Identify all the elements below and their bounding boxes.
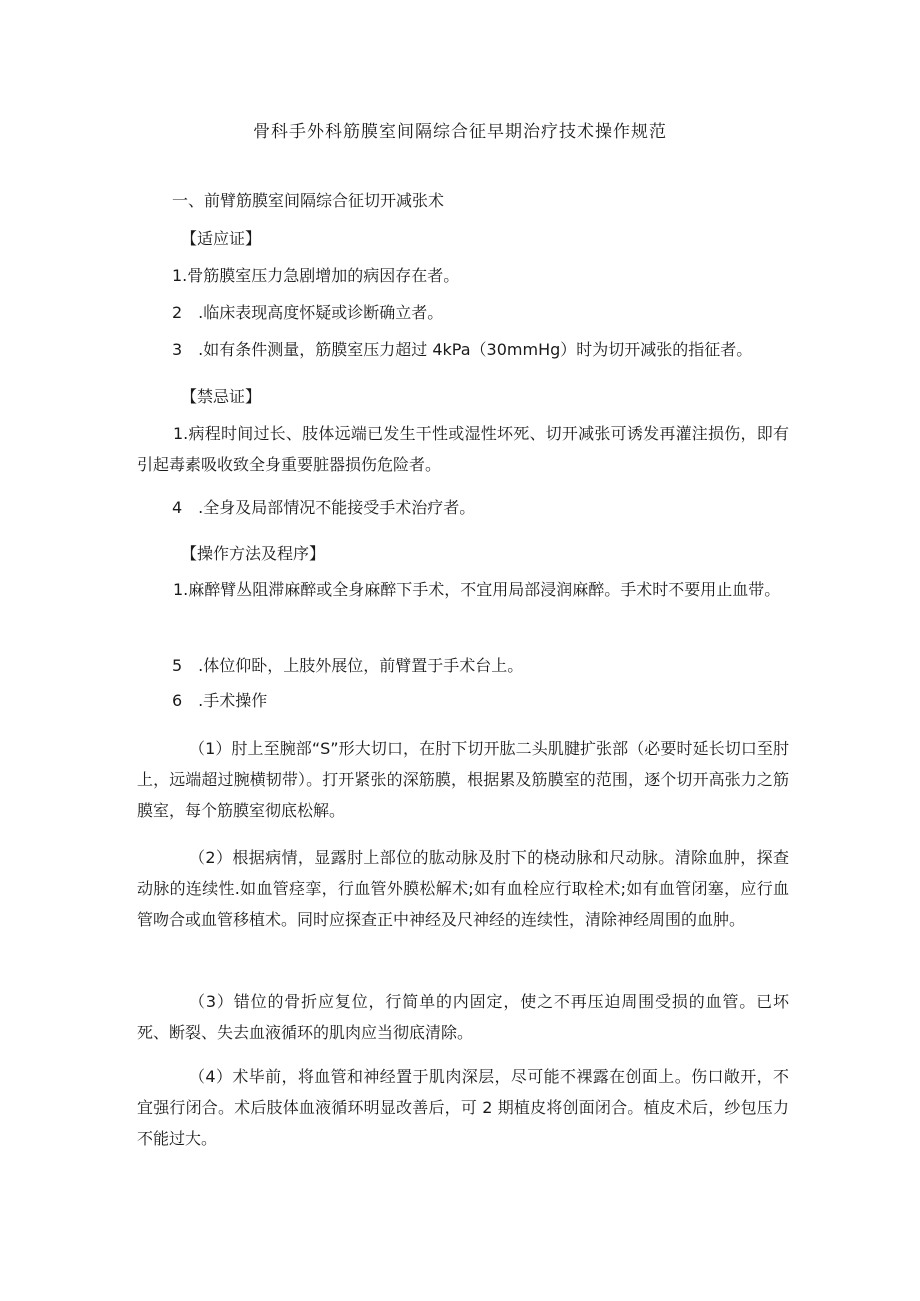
procedure-label: 【操作方法及程序】 [181, 544, 326, 563]
procedure-item-2: 5 .体位仰卧，上肢外展位，前臂置于手术台上。 [172, 656, 524, 675]
section-heading: 一、前臂筋膜室间隔综合征切开减张术 [172, 191, 445, 210]
indication-item-3: 3 .如有条件测量，筋膜室压力超过 4kPa（30mmHg）时为切开减张的指征者。 [172, 340, 753, 359]
document-title: 骨科手外科筋膜室间隔综合征早期治疗技术操作规范 [253, 122, 667, 142]
procedure-step-3: （3）错位的骨折应复位，行简单的内固定，使之不再压迫周围受损的血管。已坏死、断裂、失去血液循环的肌肉应当彻底清除。 [137, 992, 789, 1042]
procedure-step-4: （4）术毕前，将血管和神经置于肌肉深层，尽可能不裸露在创面上。伤口敞开，不宜强行闭合。术后肢体血液循环明显改善后，可 2 期植皮将创面闭合。植皮术后，纱包压力不能过大。 [137, 1067, 789, 1148]
procedure-item-1: 1.麻醉臂丛阻滞麻醉或全身麻醉下手术，不宜用局部浸润麻醉。手术时不要用止血带。 [173, 580, 781, 599]
indication-item-1: 1.骨筋膜室压力急剧增加的病因存在者。 [172, 266, 460, 285]
contraindication-item-1: 1.病程时间过长、肢体远端已发生干性或湿性坏死、切开减张可诱发再灌注损伤，即有引起毒素吸收致全身重要脏器损伤危险者。 [137, 424, 789, 474]
indications-label: 【适应证】 [181, 229, 262, 248]
contraindications-label: 【禁忌证】 [181, 387, 262, 406]
indication-item-2: 2 .临床表现高度怀疑或诊断确立者。 [172, 303, 444, 322]
procedure-item-3: 6 .手术操作 [172, 691, 268, 710]
procedure-step-1: （1）肘上至腕部“S”形大切口，在肘下切开肱二头肌腱扩张部（必要时延长切口至肘上，远端超过腕横韧带）。打开紧张的深筋膜，根据累及筋膜室的范围，逐个切开高张力之筋膜室，每个筋膜室彻底松解。 [137, 739, 789, 820]
procedure-step-2: （2）根据病情，显露肘上部位的肱动脉及肘下的桡动脉和尺动脉。清除血肿，探查动脉的连续性.如血管痉挛，行血管外膜松解术;如有血栓应行取栓术;如有血管闭塞，应行血管吻合或血管移植术。同时应探查正中神经及尺神经的连续性，清除神经周围的血肿。 [137, 848, 789, 929]
contraindication-item-2: 4 .全身及局部情况不能接受手术治疗者。 [172, 498, 476, 517]
